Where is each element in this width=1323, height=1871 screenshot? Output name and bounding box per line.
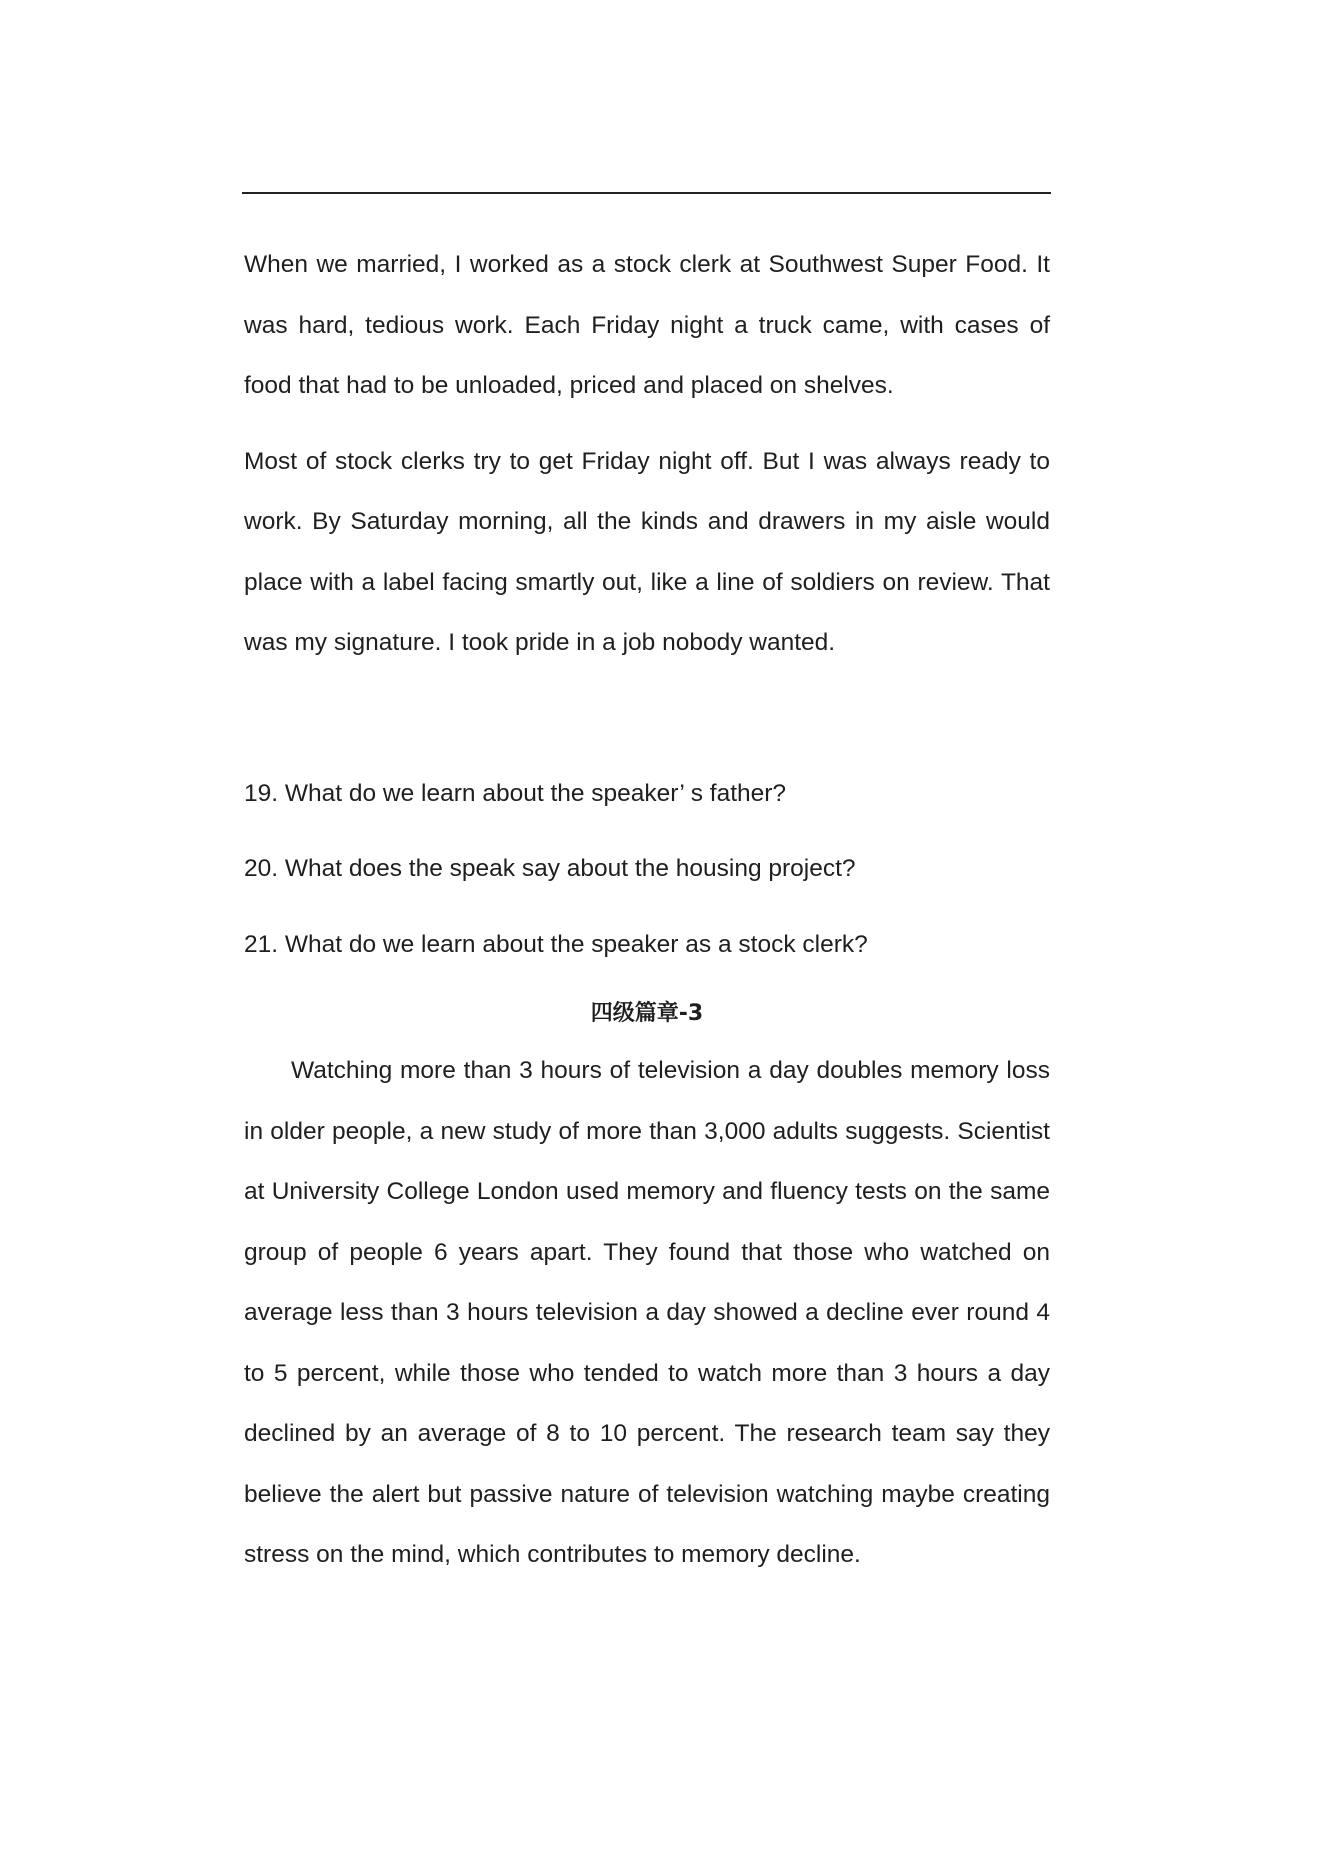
paragraph-gap (244, 417, 1050, 432)
section-heading: 四级篇章-3 (590, 1001, 704, 1026)
paragraph-3: Watching more than 3 hours of television a day doubles memory loss in older people, a new study of more than 3,000 adults suggests. Scientist at University College London used memory and fluency tests on the same group of people 6 years apart. They found that those who watched on average less than 3 hours television a day showed a decline ever round 4 to 5 percent, while those who tended to watch more than 3 hours a day declined by an average of 8 to 10 percent. The research team say they believe the alert but passive nature of television watching maybe creating stress on the mind, which contributes to memory decline. (244, 1057, 1050, 1568)
paragraph-2: Most of stock clerks try to get Friday night off. But I was always ready to work. By Saturday morning, all the kinds and drawers in my aisle would place with a label facing smartly out, like a line of soldiers on review. That was my signature. I took pride in a job nobody wanted. (244, 447, 1050, 656)
question-20: 20. What does the speak say about the housing project? (244, 855, 856, 882)
question-19: 19. What do we learn about the speaker’ s father? (244, 779, 787, 807)
document-body (244, 235, 1050, 1586)
paragraph-1: When we married, I worked as a stock clerk at Southwest Super Food. It was hard, tedious work. Each Friday night a truck came, with cases of food that had to be unloaded, priced and placed on shelves. (244, 251, 1050, 399)
question-21: 21. What do we learn about the speaker as a stock clerk? (244, 930, 868, 958)
questions-list (244, 764, 1050, 976)
header-rule (242, 192, 1051, 194)
